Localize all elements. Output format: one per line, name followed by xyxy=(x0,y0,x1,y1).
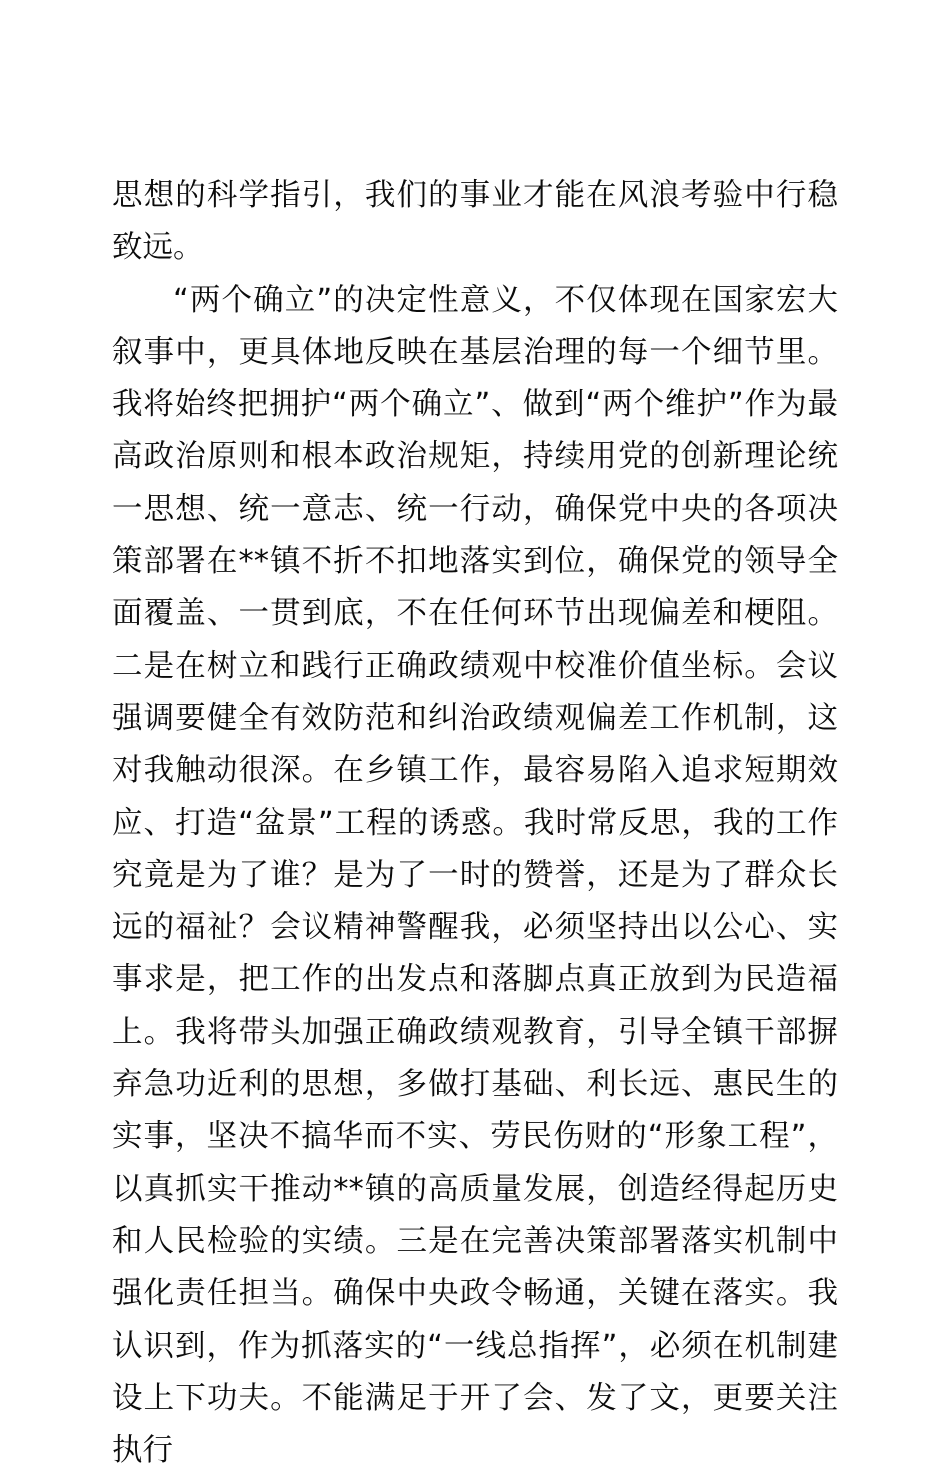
document-body xyxy=(112,170,838,1477)
paragraph-1: 思想的科学指引，我们的事业才能在风浪考验中行稳致远。 xyxy=(112,178,838,266)
paragraph-2: “两个确立”的决定性意义，不仅体现在国家宏大叙事中，更具体地反映在基层治理的每一个细节里。我将始终把拥护“两个确立”、做到“两个维护”作为最高政治原则和根本政治规矩，持续用党的创新理论统一思想、统一意志、统一行动，确保党中央的各项决策部署在**镇不折不扣地落实到位，确保党的领导全面覆盖、一贯到底，不在任何环节出现偏差和梗阻。二是在树立和践行正确政绩观中校准价值坐标。会议强调要健全有效防范和纠治政绩观偏差工作机制，这对我触动很深。在乡镇工作，最容易陷入追求短期效应、打造“盆景”工程的诱惑。我时常反思，我的工作究竟是为了谁？是为了一时的赞誉，还是为了群众长远的福祉？会议精神警醒我，必须坚持出以公心、实事求是，把工作的出发点和落脚点真正放到为民造福上。我将带头加强正确政绩观教育，引导全镇干部摒弃急功近利的思想，多做打基础、利长远、惠民生的实事，坚决不搞华而不实、劳民伤财的“形象工程”，以真抓实干推动**镇的高质量发展，创造经得起历史和人民检验的实绩。三是在完善决策部署落实机制中强化责任担当。确保中央政令畅通，关键在落实。我认识到，作为抓落实的“一线总指挥”，必须在机制建设上下功夫。不能满足于开了会、发了文，更要关注执行 xyxy=(112,282,838,1469)
